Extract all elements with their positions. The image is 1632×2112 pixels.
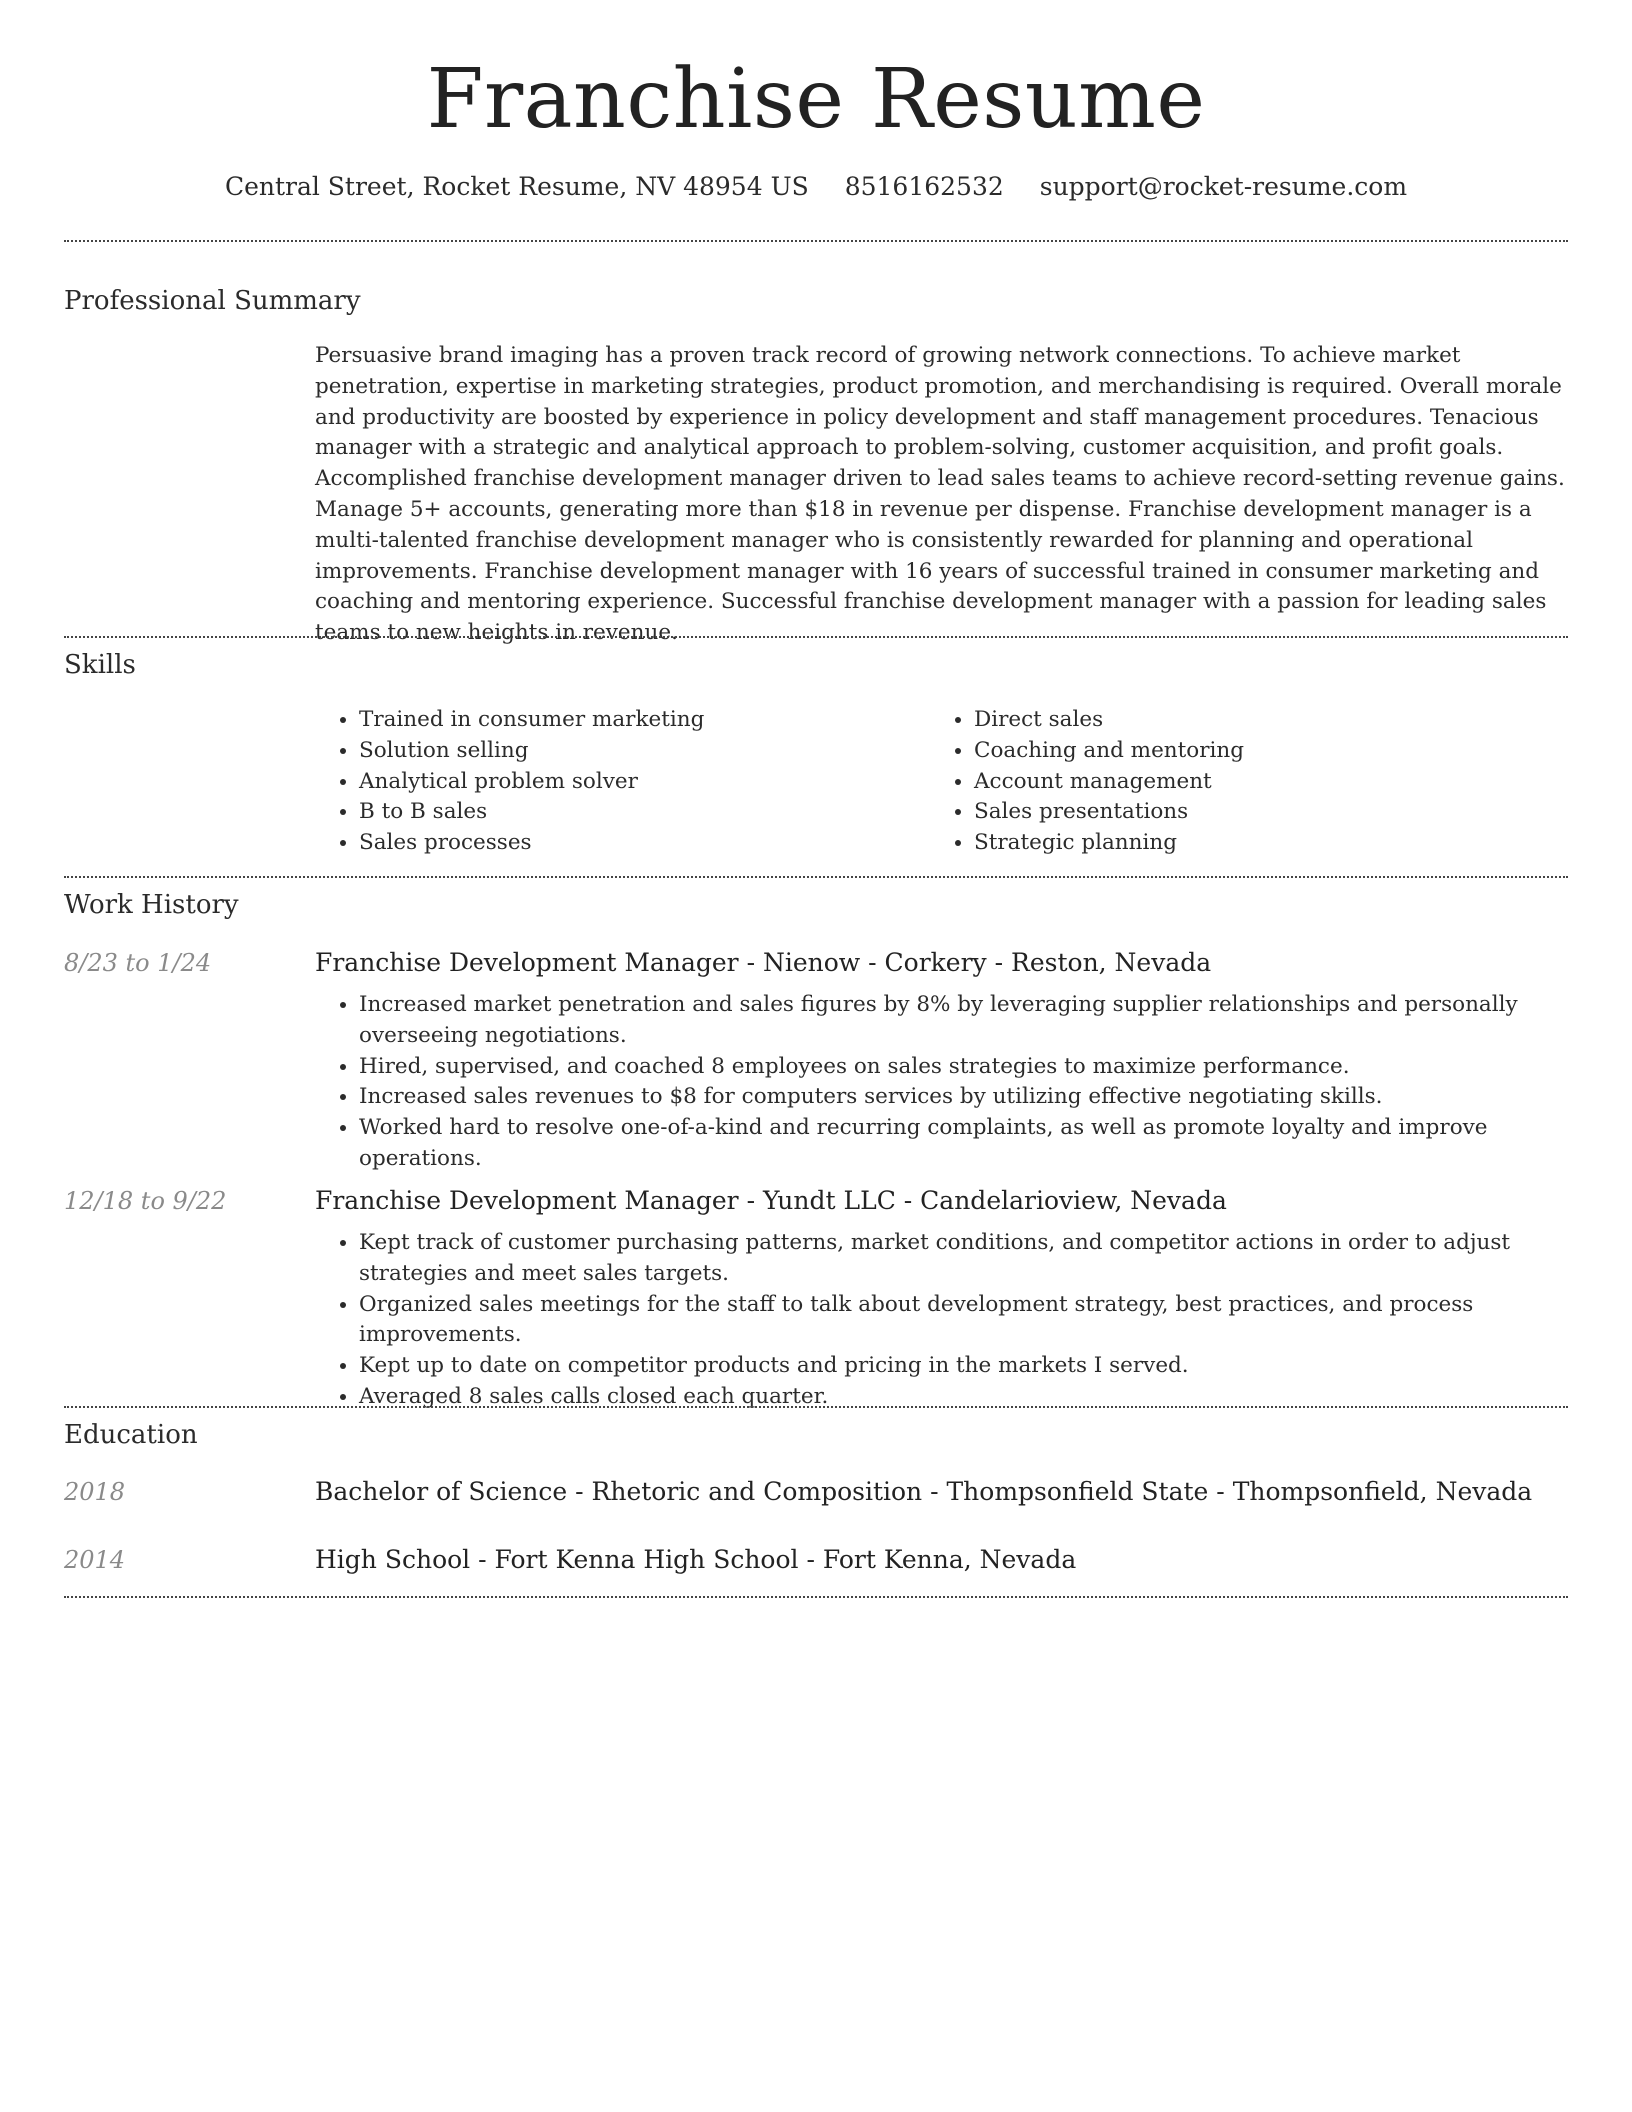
job-heading: Franchise Development Manager - Yundt LLC - Candelarioview, Nevada	[315, 1186, 1227, 1215]
job-bullet: • Kept track of customer purchasing patterns, market conditions, and competitor actions in order to adjust strategies and meet sales targets.	[359, 1228, 1568, 1290]
skill-item: • Trained in consumer marketing	[359, 705, 915, 736]
divider	[64, 876, 1568, 878]
job-dates: 8/23 to 1/24	[64, 949, 212, 977]
skill-item: • Analytical problem solver	[359, 767, 915, 798]
divider	[64, 636, 1568, 638]
job-dates: 12/18 to 9/22	[64, 1187, 227, 1215]
job-entry	[315, 946, 1568, 1175]
skill-item: • Sales presentations	[974, 797, 1530, 828]
resume-name: Franchise Resume	[426, 52, 1206, 147]
education-entry	[315, 1475, 1568, 1509]
job-heading: Franchise Development Manager - Nienow - Corkery - Reston, Nevada	[315, 948, 1212, 977]
skill-item: • Account management	[974, 767, 1530, 798]
skill-item: • Sales processes	[359, 828, 915, 859]
skills-list-left	[315, 705, 915, 859]
education-year: 2014	[64, 1546, 126, 1574]
contact-address: Central Street, Rocket Resume, NV 48954 US	[224, 172, 809, 201]
divider	[64, 240, 1568, 242]
job-bullet: • Hired, supervised, and coached 8 employees on sales strategies to maximize performance.	[359, 1052, 1568, 1083]
job-entry	[315, 1184, 1568, 1413]
skill-item: • Strategic planning	[974, 828, 1530, 859]
job-bullet: • Kept up to date on competitor products and pricing in the markets I served.	[359, 1351, 1568, 1382]
job-bullet: • Worked hard to resolve one-of-a-kind and recurring complaints, as well as promote loyalty and improve operations.	[359, 1113, 1568, 1175]
contact-line	[64, 170, 1568, 204]
education-text: Bachelor of Science - Rhetoric and Composition - Thompsonfield State - Thompsonfield, Nevada	[315, 1477, 1533, 1506]
divider	[64, 1406, 1568, 1408]
job-bullet: • Organized sales meetings for the staff to talk about development strategy, best practices, and process improvements.	[359, 1290, 1568, 1352]
job-bullet: • Increased sales revenues to $8 for computers services by utilizing effective negotiating skills.	[359, 1082, 1568, 1113]
divider	[64, 1596, 1568, 1598]
education-entry	[315, 1543, 1568, 1577]
skill-item: • B to B sales	[359, 797, 915, 828]
education-year: 2018	[64, 1478, 126, 1506]
skills-heading: Skills	[64, 650, 136, 680]
job-bullet: • Averaged 8 sales calls closed each quarter.	[359, 1382, 1568, 1413]
skills-list-right	[930, 705, 1530, 859]
education-heading: Education	[64, 1420, 198, 1450]
job-bullet: • Increased market penetration and sales figures by 8% by leveraging supplier relationships and personally overseeing negotiations.	[359, 990, 1568, 1052]
summary-text: Persuasive brand imaging has a proven track record of growing network connections. To achieve market penetration, expertise in marketing strategies, product promotion, and merchandising is required. Overall morale and productivity are boosted by experience in policy development and staff management procedures. Tenacious manager with a strategic and analytical approach to problem-solving, customer acquisition, and profit goals. Accomplished franchise development manager driven to lead sales teams to achieve record-setting revenue gains. Manage 5+ accounts, generating more than $18 in revenue per dispense. Franchise development manager is a multi-talented franchise development manager who is consistently rewarded for planning and operational improvements. Franchise development manager with 16 years of successful trained in consumer marketing and coaching and mentoring experience. Successful franchise development manager with a passion for leading sales teams to new heights in revenue.	[315, 343, 1565, 646]
contact-email: support@rocket-resume.com	[1039, 172, 1408, 201]
skill-item: • Solution selling	[359, 736, 915, 767]
summary-section	[315, 341, 1568, 649]
work-heading: Work History	[64, 890, 239, 920]
education-text: High School - Fort Kenna High School - Fort Kenna, Nevada	[315, 1545, 1077, 1574]
contact-phone: 8516162532	[844, 172, 1004, 201]
skills-section	[315, 705, 1568, 865]
skill-item: • Direct sales	[974, 705, 1530, 736]
summary-heading: Professional Summary	[64, 286, 361, 316]
skill-item: • Coaching and mentoring	[974, 736, 1530, 767]
